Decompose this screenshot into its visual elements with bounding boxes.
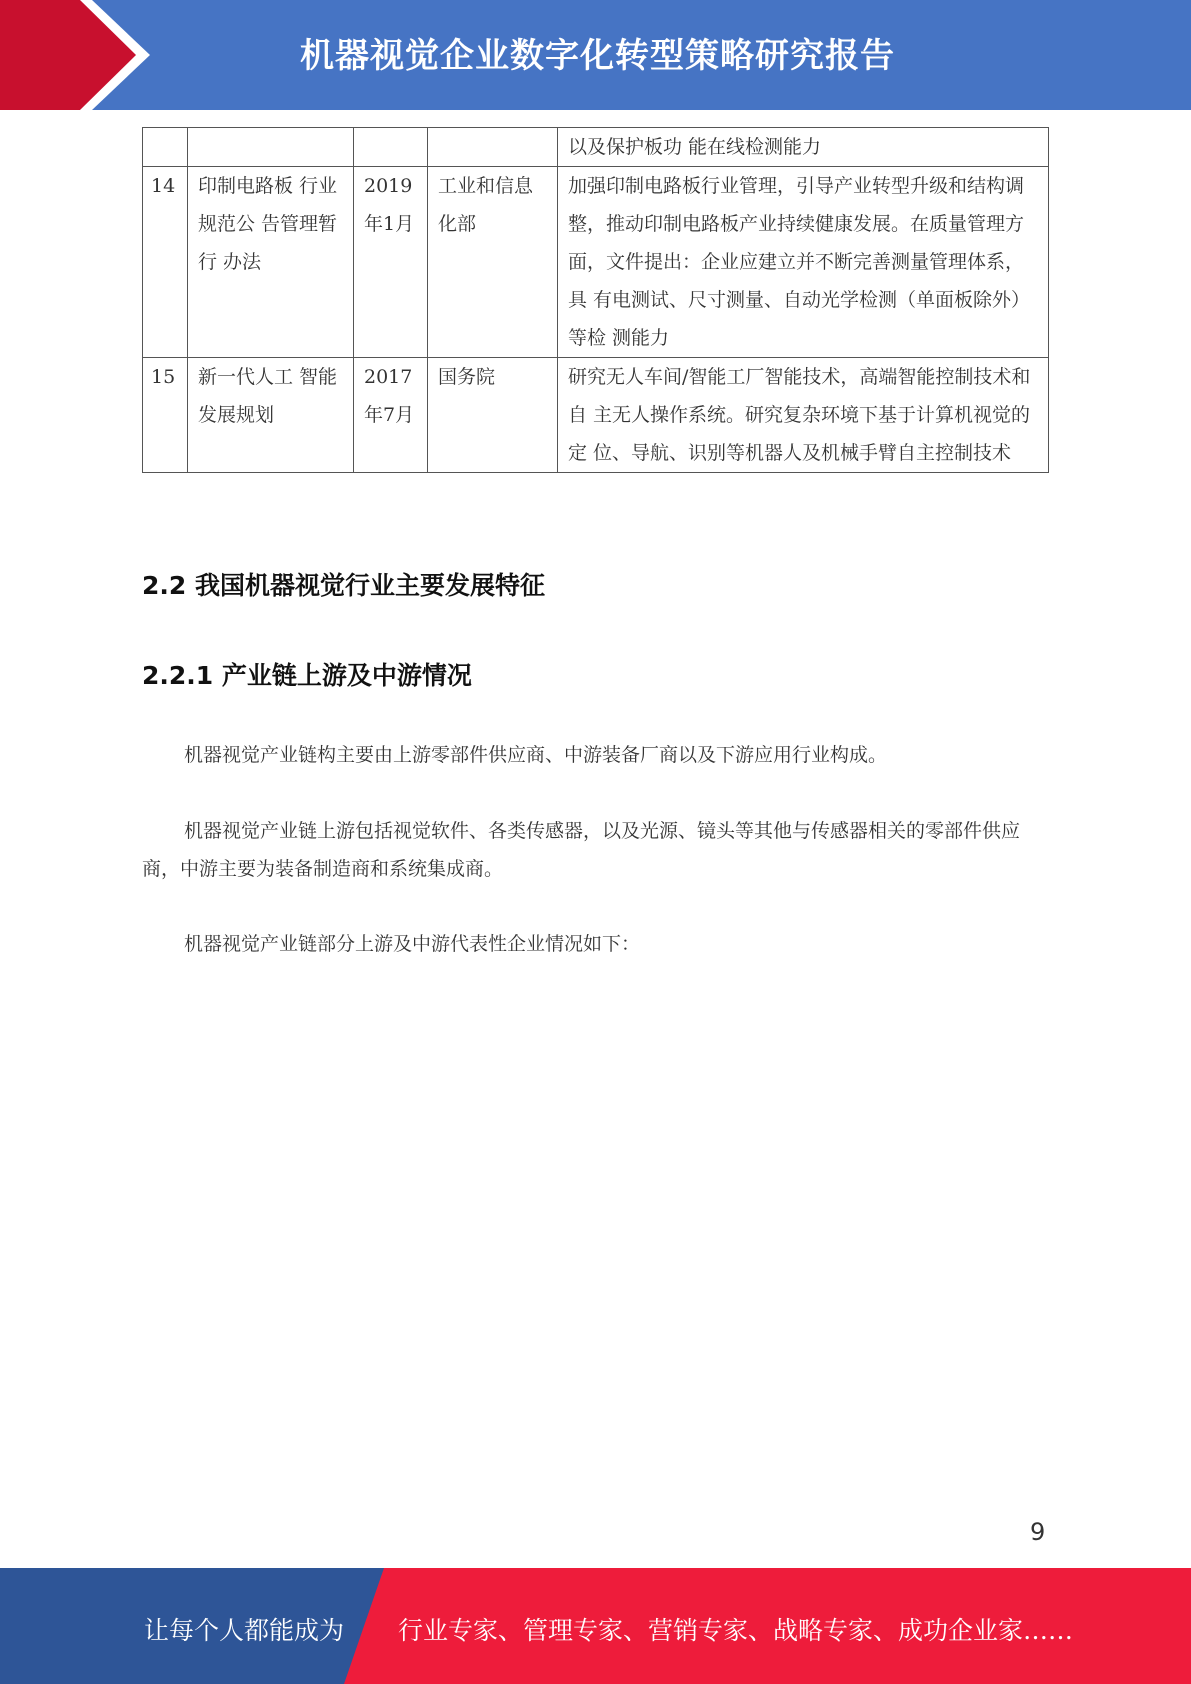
header-banner [0,0,1191,110]
table-cell-no [143,128,188,167]
policy-table [142,127,1049,473]
body-paragraph: 机器视觉产业链部分上游及中游代表性企业情况如下： [184,933,641,955]
table-row [143,128,1049,167]
table-cell-dept [428,128,558,167]
table-cell-content: 以及保护板功 能在线检测能力 [558,128,1049,167]
table-cell-name: 印制电路板 行业规范公 告管理暂行 办法 [188,167,354,358]
table-row [143,167,1049,358]
section-heading: 2.2 我国机器视觉行业主要发展特征 [142,571,545,600]
table-row [143,358,1049,473]
body-paragraph: 机器视觉产业链上游包括视觉软件、各类传感器，以及光源、镜头等其他与传感器相关的零部件供应商，中游主要为装备制造商和系统集成商。 [142,820,1021,880]
footer-banner [0,1568,1191,1684]
footer-slogan-right: 行业专家、管理专家、营销专家、战略专家、成功企业家…… [398,1616,1074,1645]
table-cell-date: 2019年1月 [354,167,428,358]
table-cell-no: 14 [143,167,188,358]
table-cell-date [354,128,428,167]
table-cell-name: 新一代人工 智能发展规划 [188,358,354,473]
table-cell-dept: 工业和信息化部 [428,167,558,358]
page-number: 9 [1030,1518,1046,1546]
footer-slogan-left: 让每个人都能成为 [144,1616,345,1645]
table-cell-dept: 国务院 [428,358,558,473]
subsection-heading: 2.2.1 产业链上游及中游情况 [142,661,472,690]
report-title: 机器视觉企业数字化转型策略研究报告 [300,36,895,76]
table-cell-no: 15 [143,358,188,473]
table-cell-content: 加强印制电路板行业管理，引导产业转型升级和结构调 整，推动印制电路板产业持续健康发展。在质量管理方 面，文件提出：企业应建立并不断完善测量管理体系，具 有电测试、尺寸测量、自动光学检测（单面板除外）等检 测能力 [558,167,1049,358]
body-paragraph: 机器视觉产业链构主要由上游零部件供应商、中游装备厂商以及下游应用行业构成。 [184,744,888,766]
table-cell-name [188,128,354,167]
table-cell-date: 2017年7月 [354,358,428,473]
table-cell-content: 研究无人车间/智能工厂智能技术，高端智能控制技术和自 主无人操作系统。研究复杂环境下基于计算机视觉的定 位、导航、识别等机器人及机械手臂自主控制技术 [558,358,1049,473]
